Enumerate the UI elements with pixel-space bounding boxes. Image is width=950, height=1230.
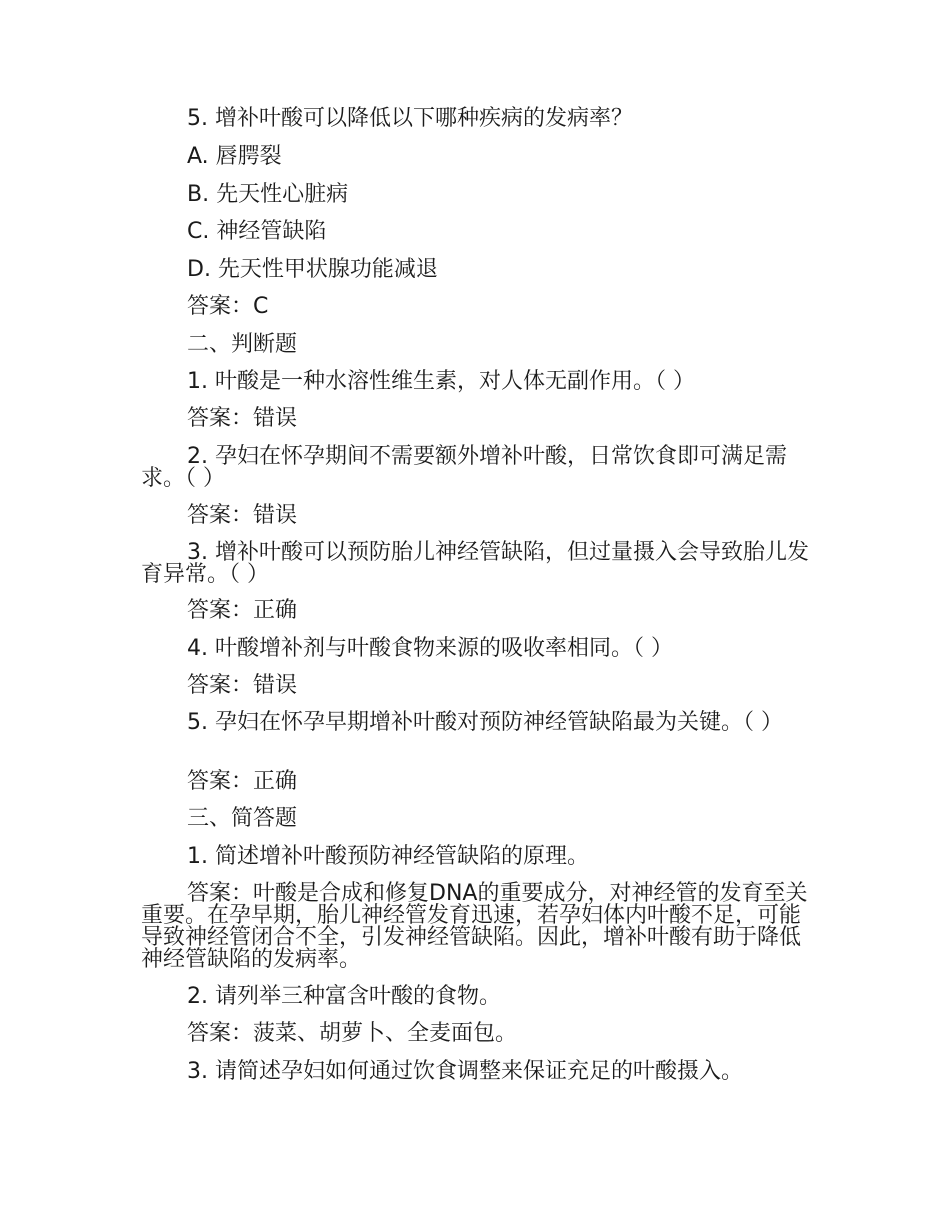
true-false-2: 2. 孕妇在怀孕期间不需要额外增补叶酸，日常饮食即可满足需求。（ ）: [141, 444, 787, 491]
answer-sa1: 答案：叶酸是合成和修复DNA的重要成分，对神经管的发育至关重要。在孕早期，胎儿神经管发育迅速，若孕妇体内叶酸不足，可能导致神经管闭合不全，引发神经管缺陷。因此，增补叶酸有助于降低神经管缺陷的发病率。: [141, 881, 808, 972]
answer-q5: 答案：C: [187, 294, 269, 319]
section-heading-true-false: 二、判断题: [187, 332, 298, 357]
option-c: C. 神经管缺陷: [187, 219, 327, 244]
true-false-4: 4. 叶酸增补剂与叶酸食物来源的吸收率相同。（ ）: [187, 636, 673, 661]
answer-sa2: 答案：菠菜、胡萝卜、全麦面包。: [187, 1021, 518, 1046]
true-false-3: 3. 增补叶酸可以预防胎儿神经管缺陷，但过量摄入会导致胎儿发育异常。（ ）: [141, 540, 809, 587]
answer-tf3: 答案：正确: [187, 598, 298, 623]
true-false-5: 5. 孕妇在怀孕早期增补叶酸对预防神经管缺陷最为关键。（ ）: [187, 710, 783, 735]
option-b: B. 先天性心脏病: [187, 182, 349, 207]
option-d: D. 先天性甲状腺功能减退: [187, 257, 438, 282]
short-answer-3: 3. 请简述孕妇如何通过饮食调整来保证充足的叶酸摄入。: [187, 1059, 743, 1084]
answer-tf4: 答案：错误: [187, 673, 298, 698]
true-false-1: 1. 叶酸是一种水溶性维生素，对人体无副作用。（ ）: [187, 369, 695, 394]
answer-tf5: 答案：正确: [187, 769, 298, 794]
option-a: A. 唇腭裂: [187, 144, 282, 169]
section-heading-short-answer: 三、简答题: [187, 806, 298, 831]
short-answer-1: 1. 简述增补叶酸预防神经管缺陷的原理。: [187, 844, 589, 869]
question-5: 5. 增补叶酸可以降低以下哪种疾病的发病率？: [187, 106, 633, 131]
answer-tf1: 答案：错误: [187, 406, 298, 431]
short-answer-2: 2. 请列举三种富含叶酸的食物。: [187, 984, 501, 1009]
answer-tf2: 答案：错误: [187, 503, 298, 528]
